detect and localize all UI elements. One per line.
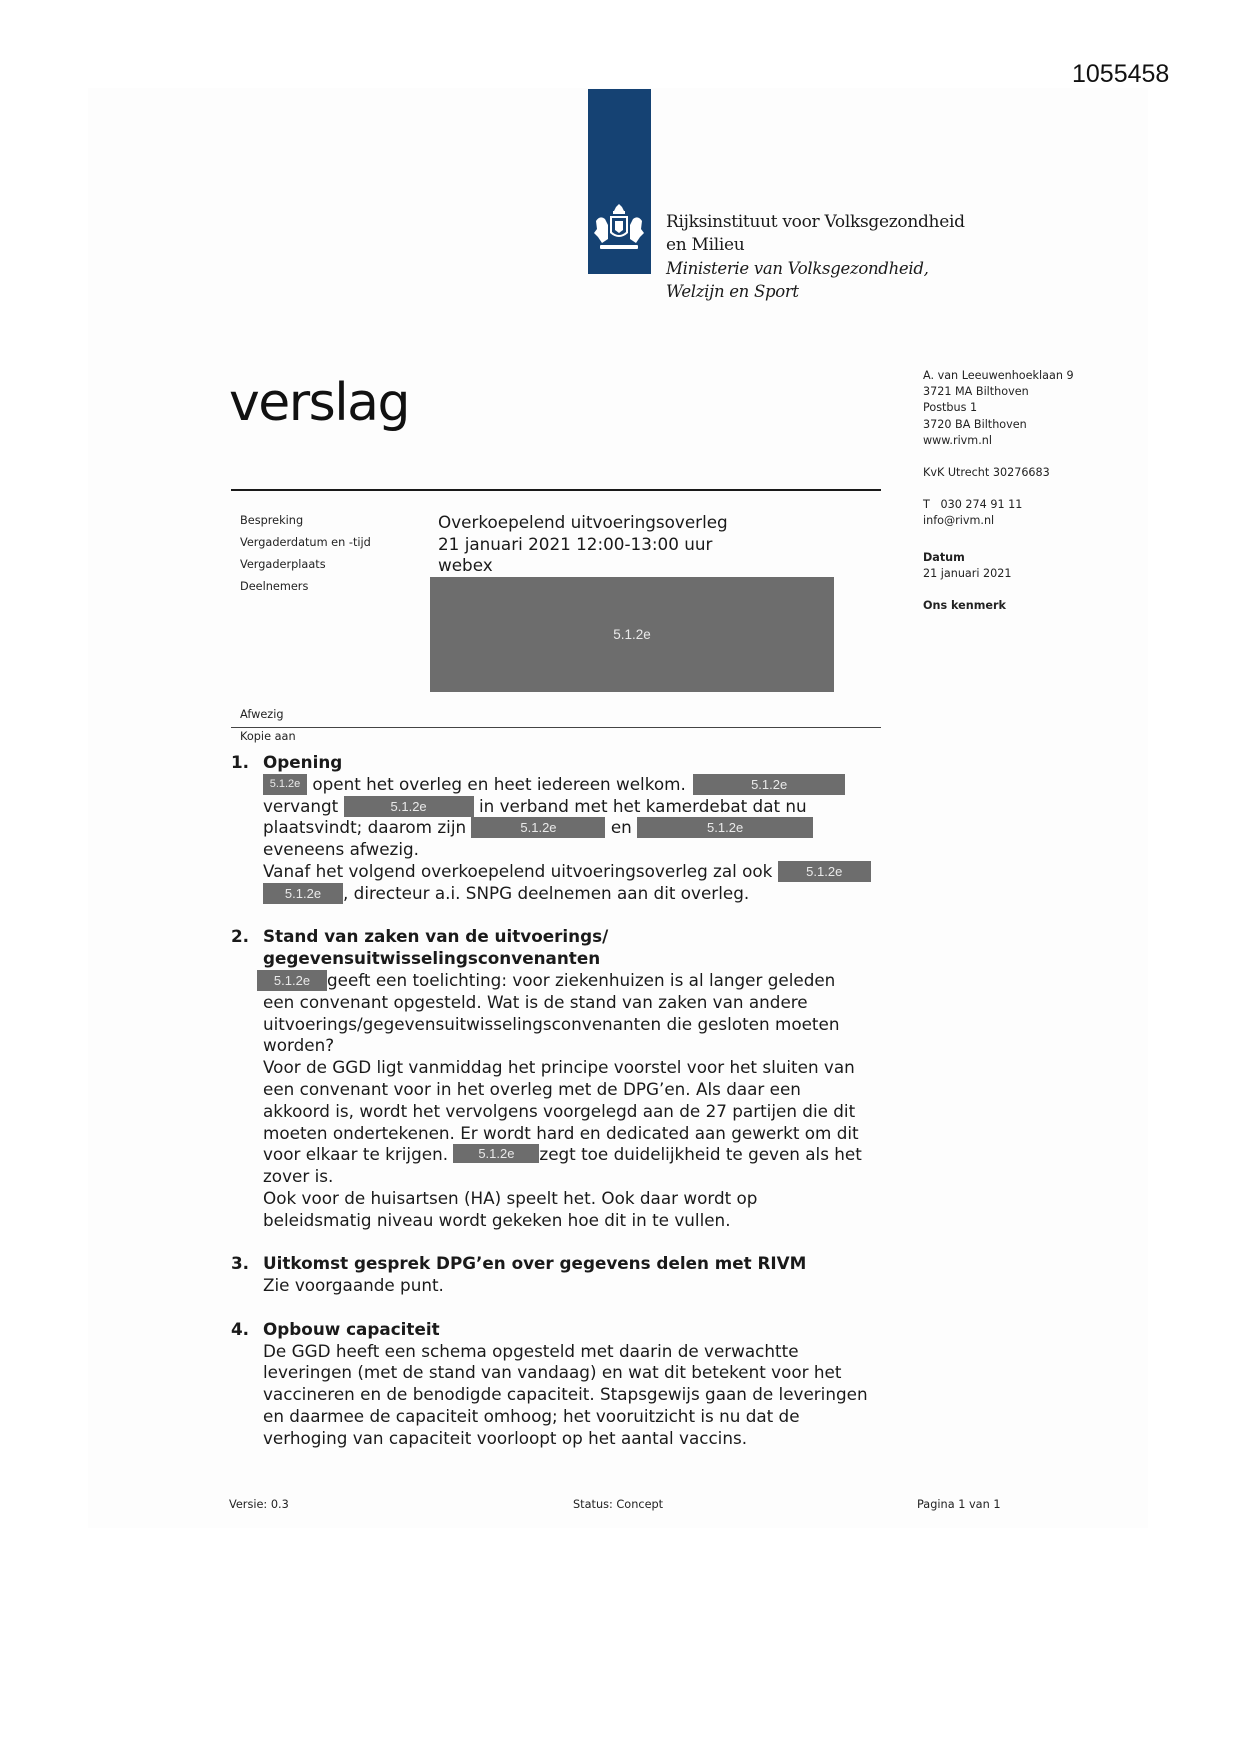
redacted-participants: 5.1.2e [430, 577, 834, 692]
text: en daarmee de capaciteit omhoog; het vooruitzicht is nu dat de [263, 1405, 800, 1426]
redaction: 5.1.2e [637, 817, 813, 838]
text: Vanaf het volgend overkoepelend uitvoeringsoverleg zal ook [263, 860, 773, 881]
ministry-name-line1: Ministerie van Volksgezondheid, [666, 259, 929, 278]
label-plaats: Vergaderplaats [240, 558, 326, 571]
postal-line: 3720 BA Bilthoven [923, 417, 1027, 431]
address-line1: A. van Leeuwenhoeklaan 9 [923, 369, 1074, 382]
coat-of-arms-icon [590, 203, 648, 259]
item-number: 4. [231, 1318, 250, 1339]
postbus: Postbus 1 [923, 401, 978, 415]
text: akkoord is, wordt het vervolgens voorgelegd aan de 27 partijen die dit [263, 1100, 856, 1121]
text: vaccineren en de benodigde capaciteit. Stapsgewijs gaan de leveringen [263, 1384, 868, 1405]
footer-status: Status: Concept [573, 1498, 664, 1511]
redaction: 5.1.2e [263, 883, 343, 904]
ministry-name-line2: Welzijn en Sport [666, 282, 799, 301]
text: geeft een toelichting: voor ziekenhuizen is al langer geleden [327, 969, 836, 990]
text: plaatsvindt; daarom zijn [263, 817, 467, 838]
institute-name-line1: Rijksinstituut voor Volksgezondheid [666, 212, 965, 232]
datum-value: 21 januari 2021 [923, 566, 1012, 580]
text: Ook voor de huisartsen (HA) speelt het. Ook daar wordt op [263, 1187, 758, 1208]
redaction: 5.1.2e [263, 774, 307, 795]
document-number: 1055458 [1072, 60, 1170, 88]
redaction: 5.1.2e [344, 796, 474, 817]
text: zover is. [263, 1166, 334, 1187]
document-title: verslag [229, 373, 410, 433]
text: Zie voorgaande punt. [263, 1275, 444, 1296]
text: beleidsmatig niveau wordt gekeken hoe dit in te vullen. [263, 1209, 731, 1230]
logo-text [666, 211, 965, 303]
label-kopie: Kopie aan [240, 730, 296, 743]
text: worden? [263, 1035, 335, 1056]
text: moeten ondertekenen. Er wordt hard en dedicated aan gewerkt om dit [263, 1122, 859, 1143]
redaction: 5.1.2e [693, 774, 845, 795]
address-line2: 3721 MA Bilthoven [923, 385, 1029, 399]
footer-version: Versie: 0.3 [229, 1498, 289, 1511]
redaction: 5.1.2e [778, 861, 871, 882]
redaction: 5.1.2e [453, 1144, 539, 1163]
redaction: 5.1.2e [471, 817, 605, 838]
text: leveringen (met de stand van vandaag) en wat dit betekent voor het [263, 1362, 842, 1383]
label-deelnemers: Deelnemers [240, 580, 309, 593]
value-datum-tijd: 21 januari 2021 12:00-13:00 uur [438, 533, 713, 554]
text: en [610, 817, 632, 838]
footer-page: Pagina 1 van 1 [917, 1498, 1001, 1511]
website-link[interactable]: www.rivm.nl [923, 433, 992, 447]
item-number: 1. [231, 752, 250, 772]
item-number: 2. [231, 926, 250, 947]
meta-divider [231, 727, 881, 728]
text: voor elkaar te krijgen. [263, 1144, 449, 1165]
sender-info [923, 368, 1074, 614]
text: , directeur a.i. SNPG deelnemen aan dit overleg. [343, 882, 750, 903]
institute-name-line2: en Milieu [666, 235, 745, 255]
item-title: Opbouw capaciteit [263, 1318, 440, 1339]
text: opent het overleg en heet iedereen welkom. [312, 773, 686, 794]
agenda-item-2 [231, 926, 921, 1231]
email-link[interactable]: info@rivm.nl [923, 514, 995, 528]
header-divider [231, 489, 881, 491]
item-number: 3. [231, 1253, 250, 1274]
agenda-item-1 [231, 752, 921, 905]
text: verhoging van capaciteit voorloopt op het aantal vaccins. [263, 1427, 748, 1448]
redaction: 5.1.2e [257, 970, 327, 991]
meeting-meta-labels [240, 513, 371, 751]
item-title: Opening [263, 752, 343, 772]
value-plaats: webex [438, 555, 493, 575]
text: in verband met het kamerdebat dat nu [478, 795, 807, 816]
text: uitvoerings/gegevensuitwisselingsconvenanten die gesloten moeten [263, 1013, 840, 1034]
label-datum-tijd: Vergaderdatum en -tijd [240, 536, 371, 549]
text: eveneens afwezig. [263, 839, 419, 860]
item-title-line2: gegevensuitwisselingsconvenanten [263, 948, 601, 969]
kenmerk-label: Ons kenmerk [923, 599, 1006, 613]
text: vervangt [263, 795, 339, 816]
kvk-number: KvK Utrecht 30276683 [923, 466, 1050, 480]
text: een convenant opgesteld. Wat is de stand van zaken van andere [263, 991, 808, 1012]
phone-number: T 030 274 91 11 [923, 498, 1023, 512]
text: De GGD heeft een schema opgesteld met daarin de verwachtte [263, 1340, 799, 1361]
meeting-meta-values [438, 512, 728, 577]
agenda-item-4 [231, 1319, 921, 1450]
value-bespreking: Overkoepelend uitvoeringsoverleg [438, 512, 728, 532]
item-title-line1: Stand van zaken van de uitvoerings/ [263, 926, 609, 947]
text: Voor de GGD ligt vanmiddag het principe voorstel voor het sluiten van [263, 1057, 855, 1078]
label-bespreking: Bespreking [240, 514, 304, 527]
agenda-item-3 [231, 1253, 921, 1297]
text: een convenant voor in het overleg met de DPG’en. Als daar een [263, 1078, 801, 1099]
label-afwezig: Afwezig [240, 708, 284, 721]
datum-label: Datum [923, 550, 965, 564]
agenda [231, 752, 921, 1471]
item-title: Uitkomst gesprek DPG’en over gegevens delen met RIVM [263, 1253, 807, 1274]
text: zegt toe duidelijkheid te geven als het [539, 1144, 862, 1165]
